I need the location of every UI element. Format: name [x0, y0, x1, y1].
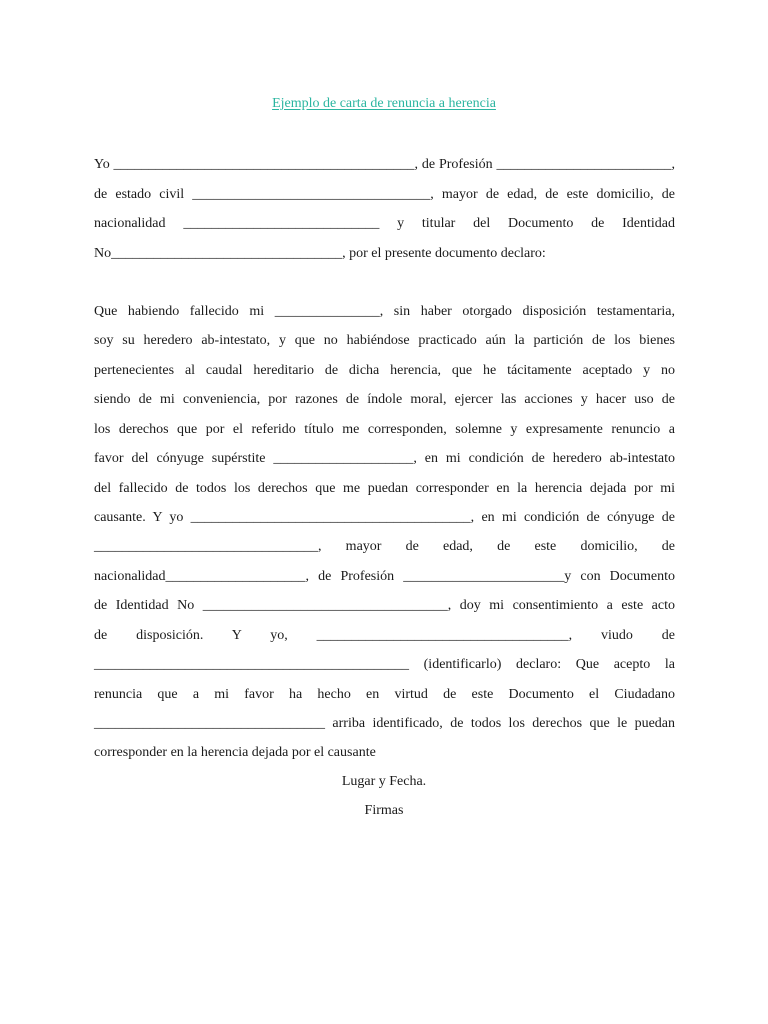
paragraph1-line: Yo ___________________________________________, de Profesión _________________________,	[94, 157, 675, 172]
paragraph2-line: nacionalidad____________________, de Profesión _______________________y con Documento	[94, 569, 675, 584]
paragraph1-line: nacionalidad ____________________________ y titular del Documento de Identidad	[94, 216, 675, 231]
place-and-date: Lugar y Fecha.	[341, 774, 427, 789]
paragraph1-line: No_________________________________, por el presente documento declaro:	[94, 246, 546, 261]
paragraph2-line: del fallecido de todos los derechos que me puedan corresponder en la herencia dejada por mi	[94, 481, 675, 496]
paragraph2-line: Que habiendo fallecido mi _______________, sin haber otorgado disposición testamentaria,	[94, 304, 675, 319]
paragraph2-line: los derechos que por el referido título me corresponden, solemne y expresamente renuncio a	[94, 422, 675, 437]
document-title: Ejemplo de carta de renuncia a herencia	[272, 96, 496, 111]
paragraph2-line: pertenecientes al caudal hereditario de dicha herencia, que he tácitamente aceptado y no	[94, 363, 675, 378]
paragraph2-line: de Identidad No ___________________________________, doy mi consentimiento a este acto	[94, 598, 675, 613]
paragraph2-line: favor del cónyuge supérstite ____________________, en mi condición de heredero ab-intestato	[94, 451, 675, 466]
paragraph2-line: de disposición. Y yo, ____________________________________, viudo de	[94, 628, 675, 643]
paragraph2-line: causante. Y yo ________________________________________, en mi condición de cónyuge de	[94, 510, 675, 525]
paragraph2-line: siendo de mi conveniencia, por razones de índole moral, ejercer las acciones y hacer uso de	[94, 392, 675, 407]
paragraph2-line: _________________________________ arriba identificado, de todos los derechos que le puedan	[94, 716, 675, 731]
paragraph2-line: renuncia que a mi favor ha hecho en virtud de este Documento el Ciudadano	[94, 687, 675, 702]
paragraph2-line: corresponder en la herencia dejada por el causante	[94, 745, 376, 760]
signatures: Firmas	[364, 803, 404, 818]
paragraph2-line: soy su heredero ab-intestato, y que no habiéndose practicado aún la partición de los bienes	[94, 333, 675, 348]
paragraph2-line: _____________________________________________ (identificarlo) declaro: Que acepto la	[94, 657, 675, 672]
paragraph2-line: ________________________________, mayor de edad, de este domicilio, de	[94, 539, 675, 554]
paragraph1-line: de estado civil __________________________________, mayor de edad, de este domicilio, de	[94, 187, 675, 202]
